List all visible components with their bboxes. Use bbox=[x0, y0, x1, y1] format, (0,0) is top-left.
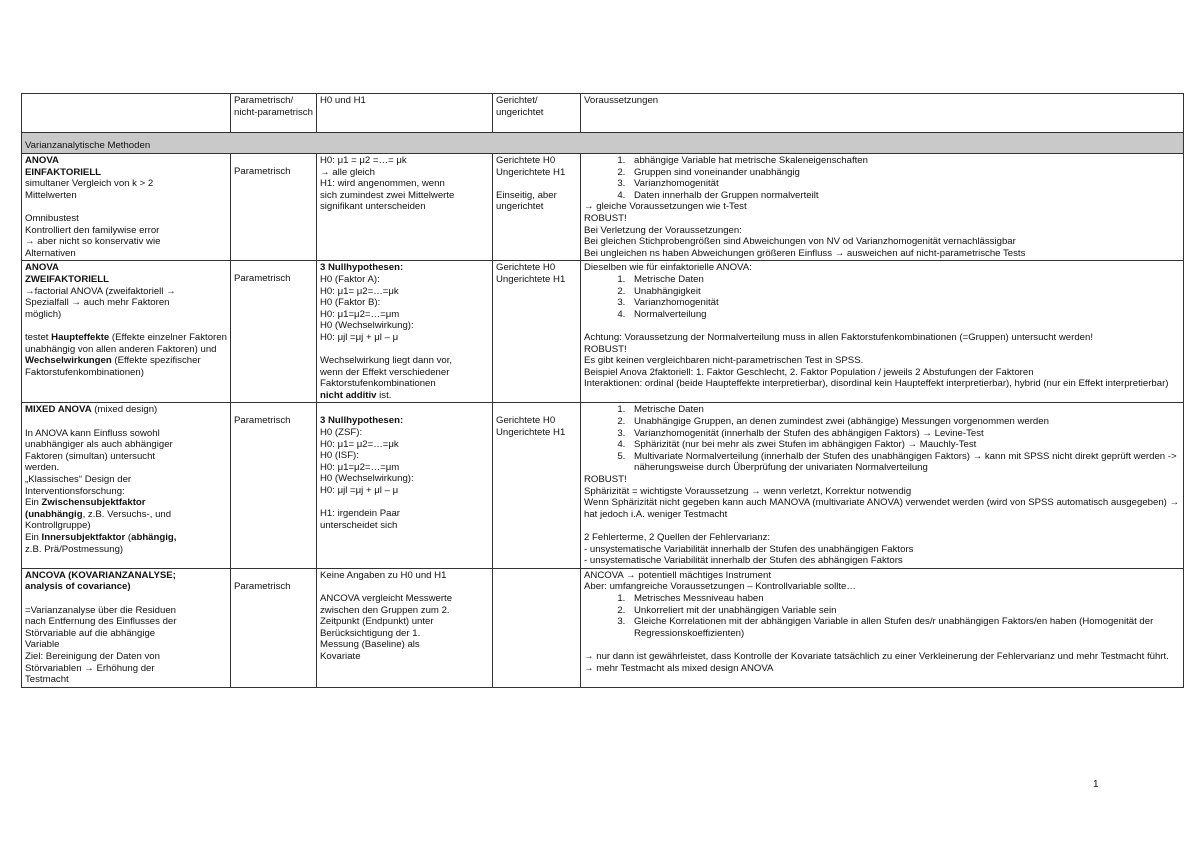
text-line: Zeitpunkt (Endpunkt) unter bbox=[320, 616, 434, 628]
hypotheses-text bbox=[320, 427, 489, 531]
requirements-notes bbox=[584, 201, 1180, 259]
text-line: Ziel: Bereinigung der Daten von bbox=[25, 650, 160, 662]
method-title: ANOVA bbox=[25, 262, 59, 274]
text-line: In ANOVA kann Einfluss sowohl bbox=[25, 427, 160, 439]
method-title: ANCOVA (KOVARIANZANALYSE; bbox=[25, 569, 176, 581]
text-line: H1: wird angenommen, wenn bbox=[320, 178, 445, 190]
requirement-item: 2. Gruppen sind voneinander unabhängig bbox=[628, 167, 1180, 179]
text-line: H0: μ1=μ2=…=μm bbox=[320, 461, 400, 473]
requirement-item: 5. Multivariate Normalverteilung (innerhalb der Stufen des unabhängigen Faktors) → kann mit SPSS nicht direkt geprüft werden -> näherungsweise durch Überprüfung der univariaten Normalverteilung bbox=[628, 451, 1180, 474]
text-line: Mittelwerten bbox=[25, 189, 77, 201]
text-line: Omnibustest bbox=[25, 212, 79, 224]
text-line: Störvariablen → Erhöhung der bbox=[25, 662, 155, 674]
requirement-item: 1. Metrische Daten bbox=[628, 404, 1180, 416]
bold-span: Haupteffekte bbox=[51, 331, 110, 343]
text-line: → gleiche Voraussetzungen wie t-Test bbox=[584, 201, 747, 213]
text-line: Kovariate bbox=[320, 650, 361, 662]
text-line: Sphärizität = wichtigste Voraussetzung → wenn verletzt, Korrektur notwendig bbox=[584, 485, 912, 497]
bold-span: Zwischensubjektfaktor bbox=[41, 497, 146, 509]
text-line: Ungerichtete H1 bbox=[496, 427, 566, 439]
requirements-intro-2: Aber: umfangreiche Voraussetzungen – Kontrollvariable sollte… bbox=[584, 581, 856, 593]
requirements-list bbox=[584, 404, 1180, 474]
text-line: Ungerichtete H1 bbox=[496, 166, 566, 178]
text-line: Testmacht bbox=[25, 674, 69, 686]
hypotheses-title: 3 Nullhypothesen: bbox=[320, 262, 404, 274]
requirements-cell bbox=[581, 568, 1184, 687]
text-line: H0 (Faktor B): bbox=[320, 297, 381, 309]
method-desc bbox=[25, 593, 227, 686]
text-line: Gerichtete H0 bbox=[496, 155, 556, 166]
requirements-notes bbox=[584, 474, 1180, 567]
text-line bbox=[320, 581, 489, 593]
text-line: H0: μ1 = μ2 =…= μk bbox=[320, 155, 407, 166]
requirement-item: 2. Unkorreliert mit der unabhängigen Variable sein bbox=[628, 605, 1180, 617]
header-parametric: Parametrisch/ nicht-parametrisch bbox=[231, 94, 317, 133]
text-line: ROBUST! bbox=[584, 343, 627, 355]
isf-line bbox=[25, 532, 227, 544]
hypotheses-cell bbox=[317, 261, 493, 403]
text-span: testet bbox=[25, 331, 52, 343]
method-subtitle: analysis of covariance) bbox=[25, 581, 131, 593]
header-col1 bbox=[22, 94, 231, 133]
requirements-list bbox=[584, 274, 1180, 320]
section-title: Varianzanalytische Methoden bbox=[22, 133, 1184, 154]
table-row bbox=[22, 261, 1184, 403]
text-line: Es gibt keinen vergleichbaren nicht-parametrischen Test in SPSS. bbox=[584, 355, 864, 367]
text-line: Beispiel Anova 2faktoriell: 1. Faktor Geschlecht, 2. Faktor Population / jeweils 2 Abstufungen der Faktoren bbox=[584, 366, 1034, 378]
parametric-value: Parametrisch bbox=[234, 415, 291, 427]
text-line: simultaner Vergleich von k > 2 bbox=[25, 178, 154, 190]
text-line: Gerichtete H0 bbox=[496, 415, 556, 427]
text-line: →factorial ANOVA (zweifaktoriell → bbox=[25, 285, 176, 297]
text-line: 2 Fehlerterme, 2 Quellen der Fehlervarianz: bbox=[584, 532, 771, 543]
bold-span: nicht additiv bbox=[320, 389, 377, 401]
text-span: , z.B. Versuchs-, und Kontrollgruppe) bbox=[25, 508, 172, 532]
method-desc bbox=[25, 178, 227, 259]
table-row bbox=[22, 154, 1184, 261]
bold-span: (unabhängig bbox=[25, 508, 83, 520]
text-line: - unsystematische Variabilität innerhalb der Stufen des unabhängigen Faktors bbox=[584, 543, 914, 555]
section-row bbox=[22, 133, 1184, 154]
text-line: ANCOVA vergleicht Messwerte bbox=[320, 592, 453, 604]
text-line bbox=[25, 416, 227, 428]
text-line: H0: μ1= μ2=…=μk bbox=[320, 285, 399, 297]
parametric-cell bbox=[231, 403, 317, 568]
direction-cell bbox=[493, 403, 581, 568]
text-line: Achtung: Voraussetzung der Normalverteilung muss in allen Faktorstufenkombinationen (=Gruppen) untersucht werden! bbox=[584, 331, 1094, 343]
direction-text bbox=[496, 155, 577, 213]
text-line: Wechselwirkung liegt dann vor, bbox=[320, 355, 453, 367]
requirement-item: 3. Varianzhomogenität bbox=[628, 178, 1180, 190]
parametric-value: Parametrisch bbox=[234, 166, 291, 177]
text-line: ungerichtet bbox=[496, 201, 544, 213]
text-line bbox=[584, 320, 1180, 332]
requirement-item: 3. Varianzhomogenität bbox=[628, 297, 1180, 309]
table-row bbox=[22, 403, 1184, 568]
requirements-notes bbox=[584, 320, 1180, 390]
text-line: H0: μjl =μj + μl – μ bbox=[320, 331, 399, 343]
text-line: Bei ungleichen ns haben Abweichungen größeren Einfluss → ausweichen auf nicht-parametrische Tests bbox=[584, 247, 1026, 259]
requirement-item: 3. Varianzhomogenität (innerhalb der Stufen des abhängigen Faktors) → Levine-Test bbox=[628, 428, 1180, 440]
method-desc bbox=[25, 286, 227, 332]
text-span: Ein bbox=[25, 497, 42, 509]
text-line: wenn der Effekt verschiedener bbox=[320, 366, 450, 378]
method-cell bbox=[22, 154, 231, 261]
hypotheses-text bbox=[320, 155, 489, 213]
text-line bbox=[25, 593, 227, 605]
header-requirements: Voraussetzungen bbox=[581, 94, 1184, 133]
bold-span: Wechselwirkungen bbox=[25, 355, 112, 367]
text-line bbox=[584, 639, 1180, 651]
header-hypotheses: H0 und H1 bbox=[317, 94, 493, 133]
text-line: Faktorstufenkombinationen bbox=[320, 378, 436, 390]
method-subtitle: EINFAKTORIELL bbox=[25, 166, 102, 178]
table-header-row bbox=[22, 94, 1184, 133]
text-line: H1: irgendein Paar bbox=[320, 508, 400, 520]
text-line: Kontrolliert den familywise error bbox=[25, 224, 160, 236]
page-number: 1 bbox=[1093, 779, 1099, 790]
text-line: Gerichtete H0 bbox=[496, 262, 556, 274]
text-span: ist. bbox=[376, 389, 392, 401]
requirement-item: 4. Daten innerhalb der Gruppen normalverteilt bbox=[628, 190, 1180, 202]
text-line: ROBUST! bbox=[584, 212, 627, 224]
hypotheses-cell bbox=[317, 568, 493, 687]
direction-cell bbox=[493, 154, 581, 261]
text-line: Spezialfall → auch mehr Faktoren bbox=[25, 297, 170, 309]
requirements-intro: Dieselben wie für einfaktorielle ANOVA: bbox=[584, 262, 752, 274]
table-row bbox=[22, 568, 1184, 687]
direction-text bbox=[496, 415, 577, 438]
header-direction: Gerichtet/ ungerichtet bbox=[493, 94, 581, 133]
method-subtitle: ZWEIFAKTORIELL bbox=[25, 273, 110, 285]
requirement-item: 3. Gleiche Korrelationen mit der abhängigen Variable in allen Stufen des/r unabhängigen Faktors/en haben (Homogenität der Regressionskoeffizienten) bbox=[628, 616, 1180, 639]
text-line: → nur dann ist gewährleistet, dass Kontrolle der Kovariate tatsächlich zu einer Verkleinerung der Fehlervarianz und mehr Testmacht führt. bbox=[584, 650, 1169, 662]
requirement-item: 1. Metrisches Messniveau haben bbox=[628, 593, 1180, 605]
hypotheses-cell bbox=[317, 403, 493, 568]
parametric-cell bbox=[231, 154, 317, 261]
method-title-line bbox=[25, 404, 227, 416]
hypotheses-text bbox=[320, 570, 489, 663]
text-line: Einseitig, aber bbox=[496, 189, 557, 201]
text-line: unabhängiger als auch abhängiger bbox=[25, 439, 173, 451]
text-line: H0: μ1=μ2=…=μm bbox=[320, 308, 400, 320]
bold-span: abhängig, bbox=[131, 532, 177, 543]
text-line: Wenn Sphärizität nicht gegeben kann auch MANOVA (multivariate ANOVA) verwendet werden (wird von SPSS automatisch ausgegeben) → hat jedoch i.A. weniger Testmacht bbox=[584, 497, 1180, 520]
bold-span: Innersubjektfaktor bbox=[41, 532, 126, 543]
text-line: ROBUST! bbox=[584, 474, 627, 486]
requirement-item: 4. Sphärizität (nur bei mehr als zwei Stufen im abhängigen Faktor) → Mauchly-Test bbox=[628, 439, 1180, 451]
text-line: Faktoren (simultan) untersucht bbox=[25, 450, 156, 462]
text-line: H0 (ZSF): bbox=[320, 427, 363, 439]
requirements-cell bbox=[581, 261, 1184, 403]
text-line: H0 (Wechselwirkung): bbox=[320, 473, 414, 485]
text-line: H0 (ISF): bbox=[320, 450, 359, 462]
text-line: unterscheidet sich bbox=[320, 519, 398, 531]
text-span: Ein bbox=[25, 532, 42, 543]
interaction-end bbox=[320, 390, 489, 402]
method-desc-2 bbox=[25, 332, 227, 378]
text-line: Bei Verletzung der Voraussetzungen: bbox=[584, 224, 742, 236]
text-line bbox=[496, 178, 577, 190]
text-line bbox=[320, 344, 489, 356]
text-line: Störvariable auf die abhängige bbox=[25, 627, 156, 639]
method-cell bbox=[22, 261, 231, 403]
method-cell bbox=[22, 568, 231, 687]
requirement-item: 2. Unabhängige Gruppen, an denen zumindest zwei (abhängige) Messungen vorgenommen werden bbox=[628, 416, 1180, 428]
requirement-item: 1. abhängige Variable hat metrische Skaleneigenschaften bbox=[628, 155, 1180, 167]
requirements-list bbox=[584, 155, 1180, 201]
text-line bbox=[584, 520, 1180, 532]
text-line bbox=[320, 497, 489, 509]
parametric-value: Parametrisch bbox=[234, 273, 291, 285]
method-desc bbox=[25, 416, 227, 497]
zsf-line bbox=[25, 497, 227, 509]
text-line: Ungerichtete H1 bbox=[496, 273, 566, 285]
text-line: - unsystematische Variabilität innerhalb der Stufen des abhängigen Faktors bbox=[584, 555, 903, 567]
text-line: „Klassisches“ Design der bbox=[25, 474, 132, 486]
text-line: H0: μjl =μj + μl – μ bbox=[320, 485, 399, 497]
text-line: Keine Angaben zu H0 und H1 bbox=[320, 569, 447, 581]
parametric-value: Parametrisch bbox=[234, 580, 291, 592]
anova-table bbox=[21, 93, 1184, 688]
requirements-cell bbox=[581, 403, 1184, 568]
text-span: ( bbox=[125, 532, 132, 543]
text-span: (Effekte einzelner Faktoren unabhängig von allen anderen Faktoren) und bbox=[25, 331, 227, 355]
requirement-item: 2. Unabhängigkeit bbox=[628, 286, 1180, 298]
text-line: H0 (Faktor A): bbox=[320, 273, 380, 285]
text-line: Alternativen bbox=[25, 247, 76, 259]
text-line: → alle gleich bbox=[320, 166, 375, 178]
text-line: Berücksichtigung der 1. bbox=[320, 627, 421, 639]
text-line: Interventionsforschung: bbox=[25, 485, 125, 497]
isf-detail: z.B. Prä/Postmessung) bbox=[25, 543, 124, 555]
hypotheses-title: 3 Nullhypothesen: bbox=[320, 415, 404, 427]
parametric-cell bbox=[231, 261, 317, 403]
text-line: möglich) bbox=[25, 308, 62, 320]
hypotheses-cell bbox=[317, 154, 493, 261]
text-line: signifikant unterscheiden bbox=[320, 201, 426, 213]
direction-text bbox=[496, 262, 577, 285]
text-line: Interaktionen: ordinal (beide Haupteffekte interpretierbar), disordinal kein Haupteffekt interpretierbar), hybrid (nur ein Effekt interpretierbar) bbox=[584, 378, 1169, 390]
requirements-list bbox=[584, 593, 1180, 639]
requirement-item: 1. Metrische Daten bbox=[628, 274, 1180, 286]
requirement-item: 4. Normalverteilung bbox=[628, 309, 1180, 321]
text-line: zwischen den Gruppen zum 2. bbox=[320, 604, 450, 616]
text-line: Messung (Baseline) als bbox=[320, 639, 420, 651]
method-cell bbox=[22, 403, 231, 568]
text-line: H0 (Wechselwirkung): bbox=[320, 320, 414, 332]
hypotheses-text bbox=[320, 274, 489, 355]
text-line: nach Entfernung des Einflusses der bbox=[25, 616, 177, 628]
method-title-suffix: (mixed design) bbox=[91, 404, 158, 416]
method-title: ANOVA bbox=[25, 155, 59, 166]
text-line: → mehr Testmacht als mixed design ANOVA bbox=[584, 662, 774, 674]
text-line: Bei gleichen Stichprobengrößen sind Abweichungen von NV od Varianzhomogenität vernachlässigbar bbox=[584, 236, 1016, 248]
text-line bbox=[25, 320, 227, 332]
text-line: sich zumindest zwei Mittelwerte bbox=[320, 189, 455, 201]
text-line bbox=[25, 201, 227, 213]
text-span: (Effekte spezifischer Faktorstufenkombinationen) bbox=[25, 355, 201, 378]
text-line: → aber nicht so konservativ wie bbox=[25, 236, 161, 248]
text-line: =Varianzanalyse über die Residuen bbox=[25, 604, 177, 616]
direction-cell bbox=[493, 261, 581, 403]
direction-cell bbox=[493, 568, 581, 687]
requirements-cell bbox=[581, 154, 1184, 261]
method-title: MIXED ANOVA bbox=[25, 404, 92, 416]
text-line: werden. bbox=[25, 462, 60, 474]
text-line: H0: μ1= μ2=…=μk bbox=[320, 438, 399, 450]
parametric-cell bbox=[231, 568, 317, 687]
requirements-intro: ANCOVA → potentiell mächtiges Instrument bbox=[584, 569, 771, 581]
zsf-detail bbox=[25, 509, 227, 532]
interaction-text bbox=[320, 355, 489, 390]
requirements-notes bbox=[584, 639, 1180, 674]
text-line: Variable bbox=[25, 639, 60, 651]
